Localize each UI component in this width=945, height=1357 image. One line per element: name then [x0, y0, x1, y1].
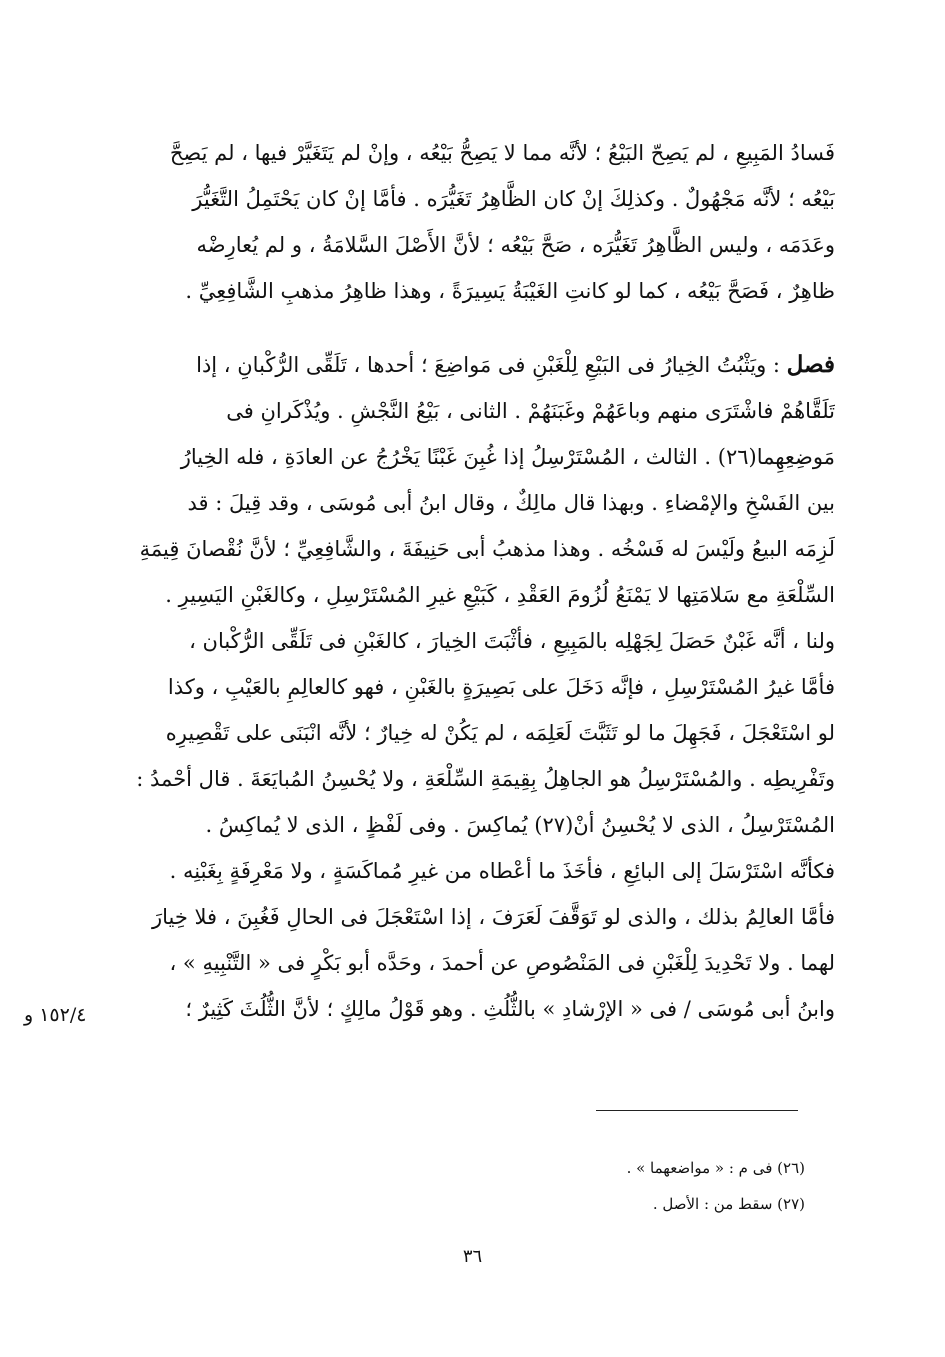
text-line-rest: : ويَثْبُتُ الخِيارُ فى البَيْعِ لِلْغَبْنِ فى مَواضِعَ ؛ أحدها ، تَلَقِّى الرُّكْبانِ ، إذا	[196, 353, 787, 377]
footnotes	[405, 1150, 805, 1222]
text-line: فكأنَّه اسْتَرْسَلَ إلى البائِعِ ، فأخَذَ ما أعْطاه من غيرِ مُماكَسَةٍ ، ولا مَعْرِفَةٍ بِغَبْنِه .	[169, 859, 835, 883]
paragraph-1	[110, 130, 835, 314]
text-line: بَيْعُه ؛ لأنَّه مَجْهُولٌ . وكذلِكَ إنْ كان الظَّاهِرُ تَغَيُّرَه . فأمَّا إنْ كان يَحْتَمِلُ التَّغَيُّرَ	[192, 187, 835, 211]
text-line	[110, 342, 835, 388]
text-line: وتَفْرِيطِه . والمُسْتَرْسِلُ هو الجاهِلُ بِقِيمَةِ السِّلْعَةِ ، ولا يُحْسِنُ المُبايَعَةَ . قال أحْمدُ :	[136, 767, 835, 791]
paragraph-2	[110, 342, 835, 1032]
text-line: ولنا ، أنَّه غَبْنٌ حَصَلَ لِجَهْلِه بالمَبِيعِ ، فأثْبَتَ الخِيارَ ، كالغَبْنِ فى تَلَقِّى الرُّكْبان ،	[189, 629, 835, 653]
text-line: لو اسْتَعْجَلَ ، فَجَهِلَ ما لو تَثَبَّتَ لَعَلِمَه ، لم يَكُنْ له خِيارٌ ؛ لأنَّه انْبَنَى على تَقْصِيرِه	[165, 721, 835, 745]
text-line: لَزِمَه البيعُ ولَيْسَ له فَسْخُه . وهذا مذهبُ أبى حَنِيفَةَ ، والشَّافِعِيِّ ؛ لأنَّ نُقْصانَ قِيمَةِ	[139, 537, 835, 561]
text-line: بين الفَسْخِ والإمْضاءِ . وبهذا قال مالِكٌ ، وقال ابنُ أبى مُوسَى ، وقد قِيلَ : قد	[187, 491, 835, 515]
footnote: (٢٧) سقط من : الأصل .	[652, 1195, 805, 1213]
text-line: وعَدَمَه ، وليس الظَّاهِرُ تَغَيُّرَه ، صَحَّ بَيْعُه ؛ لأنَّ الأَصْلَ السَّلامَةُ ، و لم يُعارِضْه	[196, 233, 835, 257]
margin-reference: ١٥٢/٤ و	[24, 1004, 87, 1026]
text-line: السِّلْعَةِ مع سَلامَتِها لا يَمْنَعُ لُزُومَ العَقْدِ ، كَبَيْعِ غيرِ المُسْتَرْسِلِ ، وكالغَبْنِ اليَسِيرِ .	[165, 583, 835, 607]
section-heading: فصل	[786, 351, 835, 378]
text-line: مَوضِعِهِما(٢٦) . الثالث ، المُسْتَرْسِلُ إذا غُبِنَ غَبْنًا يَخْرُجُ عن العادَةِ ، فله الخِيارُ	[180, 445, 835, 469]
page-number: ٣٦	[462, 1246, 483, 1267]
text-line: ظاهِرٌ ، فَصَحَّ بَيْعُه ، كما لو كانتِ الغَيْبَةُ يَسِيرَةً ، وهذا ظاهِرُ مذهبِ الشَّافِعِيِّ .	[185, 279, 835, 303]
text-line: فأمَّا العالِمُ بذلك ، والذى لو تَوَقَّفَ لَعَرَفَ ، إذا اسْتَعْجَلَ فى الحالِ فَغُبِنَ ، فلا خِيارَ	[151, 905, 835, 929]
footnote-divider	[596, 1110, 798, 1111]
text-line: فأمَّا غيرُ المُسْتَرْسِلِ ، فإنَّه دَخَلَ على بَصِيرَةٍ بالغَبْنِ ، فهو كالعالِمِ بالعَيْبِ ، وكذا	[167, 675, 835, 699]
text-line: فَسادُ المَبِيعِ ، لم يَصِحّ البَيْعُ ؛ لأنَّه مما لا يَصِحُّ بَيْعُه ، وإنْ لم يَتَغَيَّرْ فيها ، لم يَصِحَّ	[169, 141, 835, 165]
text-line: لهما . ولا تَحْدِيدَ لِلْغَبْنِ فى المَنْصُوصِ عن أحمدَ ، وحَدَّه أبو بَكْرٍ فى « التَّنْبِيهِ » ،	[169, 951, 835, 975]
footnote: (٢٦) فى م : « مواضعهما » .	[626, 1159, 805, 1177]
text-line: تَلَقَّاهُمْ فاشْتَرَى منهم وباعَهُمْ وغَبَنَهُمْ . الثانى ، بَيْعُ النَّجْشِ . ويُذْكَرانِ فى	[226, 399, 835, 423]
text-line: وابنُ أبى مُوسَى / فى « الإرْشادِ » بالثُّلُثِ . وهو قَوْلُ مالِكٍ ؛ لأنَّ الثُّلُثَ كَثِيرٌ ؛	[185, 997, 835, 1021]
text-line: المُسْتَرْسِلُ ، الذى لا يُحْسِنُ أنْ(٢٧) يُماكِسَ . وفى لَفْظٍ ، الذى لا يُماكِسُ .	[205, 813, 835, 837]
